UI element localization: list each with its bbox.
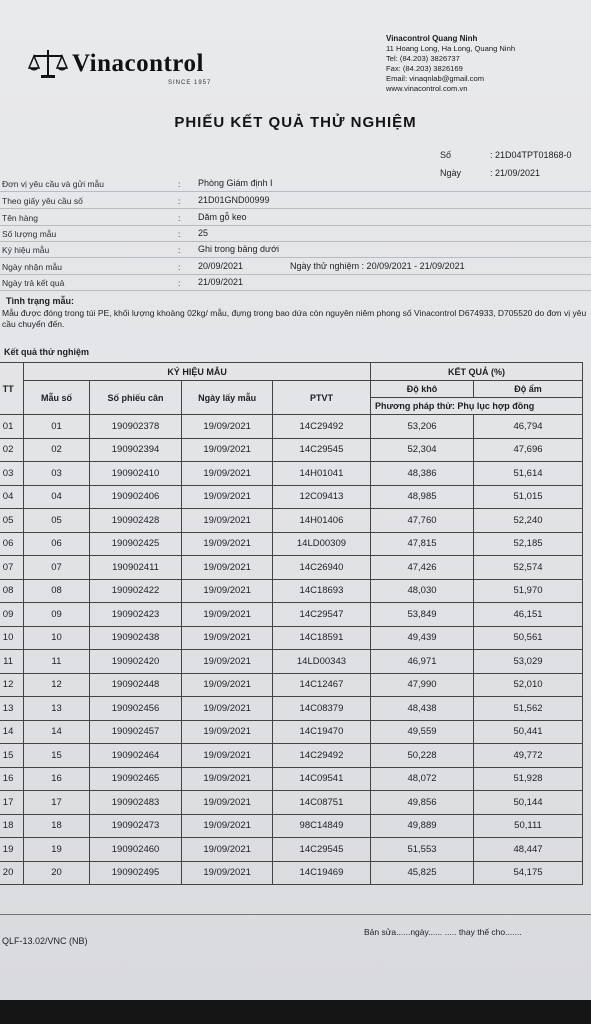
info-value: 21/09/2021 — [198, 277, 244, 287]
table-cell-mau: 01 — [24, 415, 90, 439]
table-cell-ptvt: 14C29547 — [272, 603, 370, 627]
table-cell-am: 47,696 — [474, 438, 583, 462]
table-cell-am: 51,614 — [474, 462, 583, 486]
info-value: 21D01GND00999 — [198, 195, 270, 205]
table-cell-am: 46,794 — [474, 415, 583, 439]
table-cell-ptvt: 14C29492 — [272, 415, 370, 439]
table-row — [0, 720, 583, 744]
table-cell-kho: 48,072 — [370, 767, 473, 791]
table-cell-ptvt: 14C08751 — [272, 791, 370, 815]
company-name: Vinacontrol Quang Ninh — [386, 34, 478, 43]
document-title: PHIẾU KẾT QUẢ THỬ NGHIỆM — [174, 114, 417, 131]
table-cell-tt: 14 — [0, 720, 24, 744]
company-info — [386, 34, 515, 94]
results-section-label: Kết quả thử nghiệm — [4, 347, 90, 357]
table-cell-ptvt: 98C14849 — [272, 814, 370, 838]
table-cell-mau: 17 — [24, 791, 90, 815]
table-cell-tt: 02 — [0, 438, 24, 462]
header-weigh-ticket: Số phiếu cân — [89, 381, 182, 415]
header-sampling-date: Ngày lấy mẫu — [182, 381, 273, 415]
table-row — [0, 462, 583, 486]
table-cell-am: 52,240 — [474, 509, 583, 533]
table-cell-ptvt: 14C26940 — [272, 556, 370, 580]
header-result: KẾT QUẢ (%) — [370, 363, 582, 381]
table-cell-tt: 12 — [0, 673, 24, 697]
table-cell-ngay: 19/09/2021 — [182, 814, 273, 838]
info-value: Ghi trong bảng dưới — [198, 244, 279, 254]
table-cell-ngay: 19/09/2021 — [182, 556, 273, 580]
info-label: Ngày trả kết quả — [2, 278, 65, 288]
company-address: 11 Hoang Long, Ha Long, Quang Ninh — [386, 44, 516, 53]
table-cell-phieu: 190902495 — [89, 861, 182, 885]
logo-text: Vinacontrol — [72, 50, 204, 77]
table-cell-mau: 13 — [24, 697, 90, 721]
table-cell-tt: 20 — [0, 861, 24, 885]
table-cell-mau: 06 — [24, 532, 90, 556]
table-cell-am: 54,175 — [474, 861, 583, 885]
table-cell-ngay: 19/09/2021 — [182, 626, 273, 650]
table-cell-ngay: 19/09/2021 — [182, 462, 273, 486]
table-cell-am: 52,574 — [474, 556, 583, 580]
table-cell-tt: 15 — [0, 744, 24, 768]
table-cell-kho: 48,985 — [370, 485, 473, 509]
table-cell-ptvt: 14C29545 — [272, 838, 370, 862]
info-label: Tên hàng — [2, 213, 38, 223]
table-cell-kho: 53,849 — [370, 603, 473, 627]
info-row-return-date: Ngày trả kết quả : 21/09/2021 — [0, 275, 591, 291]
table-cell-ptvt: 14C29492 — [272, 744, 370, 768]
table-row — [0, 415, 583, 439]
table-cell-ngay: 19/09/2021 — [182, 861, 273, 885]
company-email: Email: vinaqnlab@gmail.com — [386, 74, 485, 83]
report-number-value: : 21D04TPT01868-0 — [490, 150, 572, 160]
info-value: 25 — [198, 228, 209, 238]
table-cell-am: 51,562 — [474, 697, 583, 721]
info-label: Ngày nhận mẫu — [2, 262, 63, 272]
results-table-body — [0, 415, 583, 885]
company-website: www.vinacontrol.com.vn — [386, 84, 468, 93]
revision-note: Bản sửa......ngày...... ..... thay thế cho....... — [364, 927, 522, 937]
table-cell-ngay: 19/09/2021 — [182, 603, 273, 627]
table-cell-ptvt: 14LD00309 — [272, 532, 370, 556]
table-cell-am: 52,010 — [474, 673, 583, 697]
table-cell-phieu: 190902448 — [89, 673, 182, 697]
table-row — [0, 556, 583, 580]
table-cell-ngay: 19/09/2021 — [182, 791, 273, 815]
table-cell-ptvt: 14C18591 — [272, 626, 370, 650]
table-cell-am: 51,015 — [474, 485, 583, 509]
table-row — [0, 673, 583, 697]
table-cell-mau: 03 — [24, 462, 90, 486]
info-label: Số lượng mẫu — [2, 229, 57, 239]
info-value: Dăm gỗ keo — [198, 212, 247, 222]
info-label: Đơn vị yêu cầu và gửi mẫu — [2, 179, 104, 189]
table-row — [0, 697, 583, 721]
table-cell-mau: 04 — [24, 485, 90, 509]
table-cell-kho: 53,206 — [370, 415, 473, 439]
table-cell-tt: 11 — [0, 650, 24, 674]
info-row-received-date: Ngày nhận mẫu : 20/09/2021 Ngày thử nghiệm : 20/09/2021 - 21/09/2021 — [0, 259, 591, 275]
table-cell-phieu: 190902483 — [89, 791, 182, 815]
table-cell-tt: 04 — [0, 485, 24, 509]
vinacontrol-logo — [28, 48, 204, 80]
header-moisture: Độ ẩm — [474, 381, 583, 398]
table-cell-phieu: 190902394 — [89, 438, 182, 462]
header-tt: TT — [0, 363, 24, 415]
table-cell-ngay: 19/09/2021 — [182, 838, 273, 862]
table-cell-mau: 08 — [24, 579, 90, 603]
info-row-requester: Đơn vị yêu cầu và gửi mẫu : Phòng Giám định I — [0, 176, 591, 192]
table-cell-tt: 03 — [0, 462, 24, 486]
table-cell-ngay: 19/09/2021 — [182, 532, 273, 556]
report-date-value: : 21/09/2021 — [490, 168, 541, 178]
table-cell-am: 51,970 — [474, 579, 583, 603]
table-cell-tt: 13 — [0, 697, 24, 721]
table-cell-mau: 10 — [24, 626, 90, 650]
table-cell-phieu: 190902457 — [89, 720, 182, 744]
table-cell-am: 46,151 — [474, 603, 583, 627]
table-cell-kho: 51,553 — [370, 838, 473, 862]
sample-condition-text: Mẫu được đóng trong túi PE, khối lượng khoảng 02kg/ mẫu, đựng trong bao dứa còn nguyên niêm phong số Vinacontrol D674933, D705520 do đơn vị yêu cầu chuyển đến. — [2, 308, 587, 329]
table-cell-phieu: 190902473 — [89, 814, 182, 838]
table-cell-kho: 49,559 — [370, 720, 473, 744]
table-cell-ngay: 19/09/2021 — [182, 720, 273, 744]
photo-background — [0, 1000, 591, 1024]
table-cell-phieu: 190902411 — [89, 556, 182, 580]
table-cell-phieu: 190902428 — [89, 509, 182, 533]
table-cell-mau: 16 — [24, 767, 90, 791]
table-cell-mau: 15 — [24, 744, 90, 768]
table-cell-kho: 49,856 — [370, 791, 473, 815]
table-cell-am: 51,928 — [474, 767, 583, 791]
table-cell-am: 48,447 — [474, 838, 583, 862]
test-date: Ngày thử nghiệm : 20/09/2021 - 21/09/2021 — [290, 261, 465, 271]
table-cell-phieu: 190902460 — [89, 838, 182, 862]
table-row — [0, 814, 583, 838]
table-cell-phieu: 190902410 — [89, 462, 182, 486]
header-sample-no: Mẫu số — [24, 381, 90, 415]
table-cell-ngay: 19/09/2021 — [182, 485, 273, 509]
info-label: Ký hiệu mẫu — [2, 245, 50, 255]
table-cell-mau: 05 — [24, 509, 90, 533]
results-table — [0, 362, 583, 885]
table-cell-tt: 19 — [0, 838, 24, 862]
info-row-sample-code: Ký hiệu mẫu : Ghi trong bảng dưới — [0, 242, 591, 258]
table-cell-ptvt: 14C29545 — [272, 438, 370, 462]
table-cell-am: 49,772 — [474, 744, 583, 768]
report-date-label: Ngày — [440, 168, 462, 178]
report-number-label: Số — [440, 150, 452, 160]
table-row — [0, 626, 583, 650]
table-cell-kho: 47,426 — [370, 556, 473, 580]
info-label: Theo giấy yêu cầu số — [2, 196, 83, 206]
table-cell-tt: 08 — [0, 579, 24, 603]
table-row — [0, 767, 583, 791]
table-cell-phieu: 190902423 — [89, 603, 182, 627]
table-cell-kho: 47,990 — [370, 673, 473, 697]
table-cell-mau: 19 — [24, 838, 90, 862]
footer-divider — [0, 914, 591, 915]
table-cell-phieu: 190902406 — [89, 485, 182, 509]
info-row-request-number: Theo giấy yêu cầu số : 21D01GND00999 — [0, 193, 591, 209]
table-row — [0, 744, 583, 768]
table-cell-kho: 49,439 — [370, 626, 473, 650]
table-cell-tt: 10 — [0, 626, 24, 650]
logo-subtitle: SINCE 1957 — [168, 80, 212, 86]
table-cell-ptvt: 14H01406 — [272, 509, 370, 533]
header-sample-code: KÝ HIỆU MẪU — [24, 363, 371, 381]
info-value: Phòng Giám định I — [198, 178, 273, 188]
table-row — [0, 438, 583, 462]
table-row — [0, 861, 583, 885]
table-cell-am: 50,561 — [474, 626, 583, 650]
table-row — [0, 485, 583, 509]
table-row — [0, 838, 583, 862]
info-row-sample-count: Số lượng mẫu : 25 — [0, 226, 591, 242]
table-cell-kho: 45,825 — [370, 861, 473, 885]
table-row — [0, 532, 583, 556]
table-cell-phieu: 190902425 — [89, 532, 182, 556]
table-cell-ptvt: 14C19470 — [272, 720, 370, 744]
table-cell-ptvt: 14H01041 — [272, 462, 370, 486]
table-cell-kho: 50,228 — [370, 744, 473, 768]
table-cell-phieu: 190902422 — [89, 579, 182, 603]
table-cell-ptvt: 14C09541 — [272, 767, 370, 791]
table-cell-kho: 48,386 — [370, 462, 473, 486]
table-cell-am: 50,441 — [474, 720, 583, 744]
table-cell-kho: 52,304 — [370, 438, 473, 462]
table-cell-ngay: 19/09/2021 — [182, 509, 273, 533]
table-cell-ngay: 19/09/2021 — [182, 438, 273, 462]
table-row — [0, 603, 583, 627]
table-cell-tt: 18 — [0, 814, 24, 838]
table-row — [0, 509, 583, 533]
table-cell-tt: 05 — [0, 509, 24, 533]
info-value: 20/09/2021 — [198, 261, 244, 271]
table-cell-phieu: 190902464 — [89, 744, 182, 768]
table-cell-ptvt: 14C08379 — [272, 697, 370, 721]
header-vehicle: PTVT — [272, 381, 370, 415]
table-cell-mau: 07 — [24, 556, 90, 580]
table-row — [0, 650, 583, 674]
table-cell-kho: 48,438 — [370, 697, 473, 721]
table-cell-am: 50,144 — [474, 791, 583, 815]
table-cell-phieu: 190902420 — [89, 650, 182, 674]
table-cell-ngay: 19/09/2021 — [182, 579, 273, 603]
table-cell-am: 50,111 — [474, 814, 583, 838]
header-test-method: Phương pháp thử: Phụ lục hợp đồng — [370, 398, 582, 415]
table-cell-ptvt: 12C09413 — [272, 485, 370, 509]
table-cell-mau: 20 — [24, 861, 90, 885]
table-cell-kho: 47,760 — [370, 509, 473, 533]
table-cell-ngay: 19/09/2021 — [182, 697, 273, 721]
table-cell-am: 52,185 — [474, 532, 583, 556]
table-cell-mau: 09 — [24, 603, 90, 627]
table-cell-kho: 47,815 — [370, 532, 473, 556]
table-cell-ngay: 19/09/2021 — [182, 744, 273, 768]
table-cell-tt: 06 — [0, 532, 24, 556]
table-cell-tt: 01 — [0, 415, 24, 439]
table-cell-phieu: 190902456 — [89, 697, 182, 721]
table-cell-ptvt: 14LD00343 — [272, 650, 370, 674]
table-cell-ngay: 19/09/2021 — [182, 767, 273, 791]
table-cell-mau: 11 — [24, 650, 90, 674]
table-cell-kho: 46,971 — [370, 650, 473, 674]
table-cell-kho: 49,889 — [370, 814, 473, 838]
info-row-product: Tên hàng : Dăm gỗ keo — [0, 210, 591, 226]
table-cell-ngay: 19/09/2021 — [182, 650, 273, 674]
table-cell-tt: 07 — [0, 556, 24, 580]
table-cell-ngay: 19/09/2021 — [182, 673, 273, 697]
scales-logo-icon — [28, 48, 68, 80]
table-cell-phieu: 190902438 — [89, 626, 182, 650]
table-row — [0, 579, 583, 603]
form-code: QLF-13.02/VNC (NB) — [2, 936, 88, 946]
company-fax: Fax: (84.203) 3826169 — [386, 64, 463, 73]
table-cell-phieu: 190902465 — [89, 767, 182, 791]
table-cell-ngay: 19/09/2021 — [182, 415, 273, 439]
company-tel: Tel: (84.203) 3826737 — [386, 54, 460, 63]
table-cell-kho: 48,030 — [370, 579, 473, 603]
table-cell-phieu: 190902378 — [89, 415, 182, 439]
table-cell-tt: 16 — [0, 767, 24, 791]
table-cell-mau: 14 — [24, 720, 90, 744]
table-cell-am: 53,029 — [474, 650, 583, 674]
table-cell-ptvt: 14C19469 — [272, 861, 370, 885]
report-number — [440, 150, 572, 160]
table-cell-mau: 12 — [24, 673, 90, 697]
table-cell-ptvt: 14C12467 — [272, 673, 370, 697]
table-cell-mau: 02 — [24, 438, 90, 462]
table-row — [0, 791, 583, 815]
table-cell-mau: 18 — [24, 814, 90, 838]
table-cell-tt: 17 — [0, 791, 24, 815]
header-dryness: Độ khô — [370, 381, 473, 398]
sample-condition-label: Tình trạng mẫu: — [6, 296, 74, 306]
table-cell-ptvt: 14C18693 — [272, 579, 370, 603]
table-cell-tt: 09 — [0, 603, 24, 627]
